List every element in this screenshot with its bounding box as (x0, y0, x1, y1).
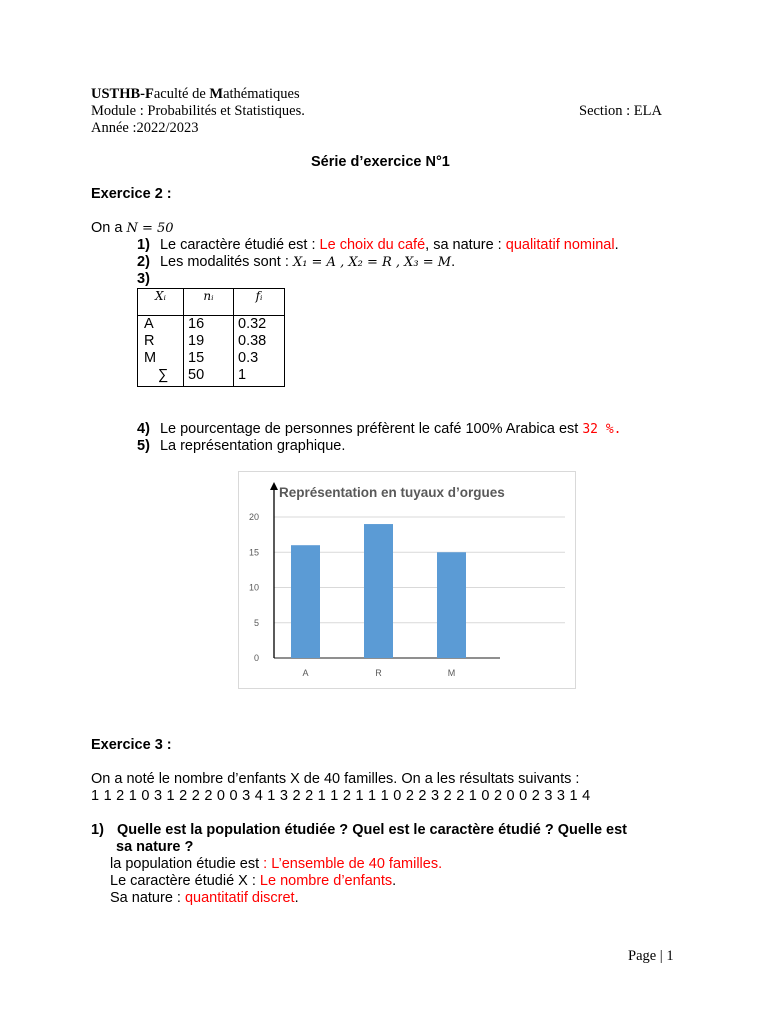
page-number: Page | 1 (628, 948, 674, 964)
count-r: 19 (188, 333, 205, 349)
ex3-question-1 (91, 822, 627, 838)
exercise-3-heading: Exercice 3 : (91, 737, 172, 753)
ex2-q2-prefix: Les modalités sont : (159, 254, 293, 270)
x-tick-label: M (447, 668, 456, 678)
question-number: 2) (137, 254, 150, 270)
ex2-on-a: On a (91, 220, 127, 236)
header-module: Module : Probabilités et Statistiques. (91, 103, 305, 119)
ex3-intro: On a noté le nombre d’enfants X de 40 familles. On a les résultats suivants : (91, 771, 580, 787)
frequencies-cell (234, 316, 285, 387)
chart-title: Représentation en tuyaux d’orgues (279, 485, 505, 500)
organ-pipe-chart (238, 471, 576, 689)
y-tick-label: 10 (248, 582, 259, 593)
y-tick-label: 5 (253, 617, 259, 628)
ex2-q1-mid: , sa nature : (425, 237, 506, 253)
freq-m: 0.3 (238, 350, 259, 366)
ex2-q1-end: . (614, 237, 619, 253)
modality-r: R (144, 333, 155, 349)
ex2-q4-answer: 32 %. (582, 422, 622, 437)
y-axis-arrowhead (270, 482, 278, 490)
question-number: 5) (137, 438, 150, 454)
count-total: 50 (188, 367, 205, 383)
header-ni: nᵢ (184, 289, 234, 316)
frequency-table (137, 288, 285, 387)
count-m: 15 (188, 350, 205, 366)
count-a: 16 (188, 316, 205, 332)
ex3-answer-population (110, 856, 442, 872)
ex3-a3-end: . (294, 890, 299, 906)
modalities-cell (138, 316, 184, 387)
freq-r: 0.38 (238, 333, 267, 349)
y-tick-label: 0 (253, 653, 259, 663)
bar-r (364, 524, 393, 658)
modality-m: M (144, 350, 157, 366)
ex2-question-1 (137, 237, 619, 253)
freq-a: 0.32 (238, 316, 267, 332)
ex3-a1-prefix: la population étudie est (110, 856, 264, 872)
y-tick-label: 15 (248, 547, 259, 558)
table-body-row (138, 316, 285, 387)
ex2-question-5 (137, 438, 345, 454)
ex3-a3-answer: quantitatif discret (184, 890, 295, 906)
bar-a (291, 545, 320, 658)
x-tick-label: A (302, 668, 309, 678)
ex3-a2-answer: Le nombre d’enfants (259, 873, 393, 889)
ex3-a3-prefix: Sa nature : (110, 890, 185, 906)
ex2-n-equation: N = 50 (126, 221, 174, 236)
ex2-question-3-number: 3) (137, 271, 150, 287)
ex2-q1-answer-character: Le choix du café (319, 237, 426, 253)
question-number: 4) (137, 421, 150, 437)
ex3-q1-line-1: Quelle est la population étudiée ? Quel est le caractère étudié ? Quelle est (116, 822, 628, 838)
institution-bold-part: USTHB-F (91, 86, 154, 102)
ex2-n-statement (91, 220, 174, 236)
institution-part: aculté de (153, 86, 210, 102)
header-institution (91, 86, 300, 103)
ex3-answer-nature (110, 890, 299, 906)
institution-bold-part: M (209, 86, 224, 102)
question-number: 1) (137, 237, 150, 253)
header-fi: fᵢ (234, 289, 285, 316)
x-tick-label: R (375, 668, 382, 678)
header-xi: Xᵢ (138, 289, 184, 316)
table-header-row (138, 289, 285, 316)
ex2-q1-prefix: Le caractère étudié est : (159, 237, 320, 253)
modality-a: A (144, 316, 154, 332)
sum-symbol: ∑ (158, 367, 169, 383)
header-year: Année :2022/2023 (91, 120, 199, 136)
ex3-a2-prefix: Le caractère étudié X : (110, 873, 260, 889)
ex3-q1-line-2: sa nature ? (116, 839, 194, 855)
ex2-q2-modalities: X₁ = A , X₂ = R , X₃ = M (292, 255, 452, 270)
ex3-answer-character (110, 873, 396, 889)
ex3-data-line: 1 1 2 1 0 3 1 2 2 2 0 0 3 4 1 3 2 2 1 1 2 1 1 1 0 2 2 3 2 2 1 0 2 0 0 2 3 3 1 4 (91, 788, 591, 804)
bar-m (437, 552, 466, 658)
ex2-question-2 (137, 254, 455, 270)
ex3-a1-answer: : L’ensemble de 40 familles. (263, 856, 443, 872)
freq-total: 1 (238, 367, 247, 383)
exercise-2-heading: Exercice 2 : (91, 186, 172, 202)
chart-svg (239, 472, 575, 688)
ex2-q5-text: La représentation graphique. (159, 438, 346, 454)
ex2-q2-end: . (451, 254, 456, 270)
ex2-q1-answer-nature: qualitatif nominal (505, 237, 615, 253)
page-title: Série d’exercice N°1 (311, 154, 450, 170)
question-number: 1) (91, 822, 104, 838)
ex3-a2-end: . (392, 873, 397, 889)
header-section: Section : ELA (579, 103, 662, 119)
institution-part: athématiques (223, 86, 300, 102)
ex2-question-4 (137, 421, 621, 437)
y-tick-label: 20 (248, 512, 259, 522)
counts-cell (184, 316, 234, 387)
ex2-q4-prefix: Le pourcentage de personnes préfèrent le café 100% Arabica est (159, 421, 583, 437)
